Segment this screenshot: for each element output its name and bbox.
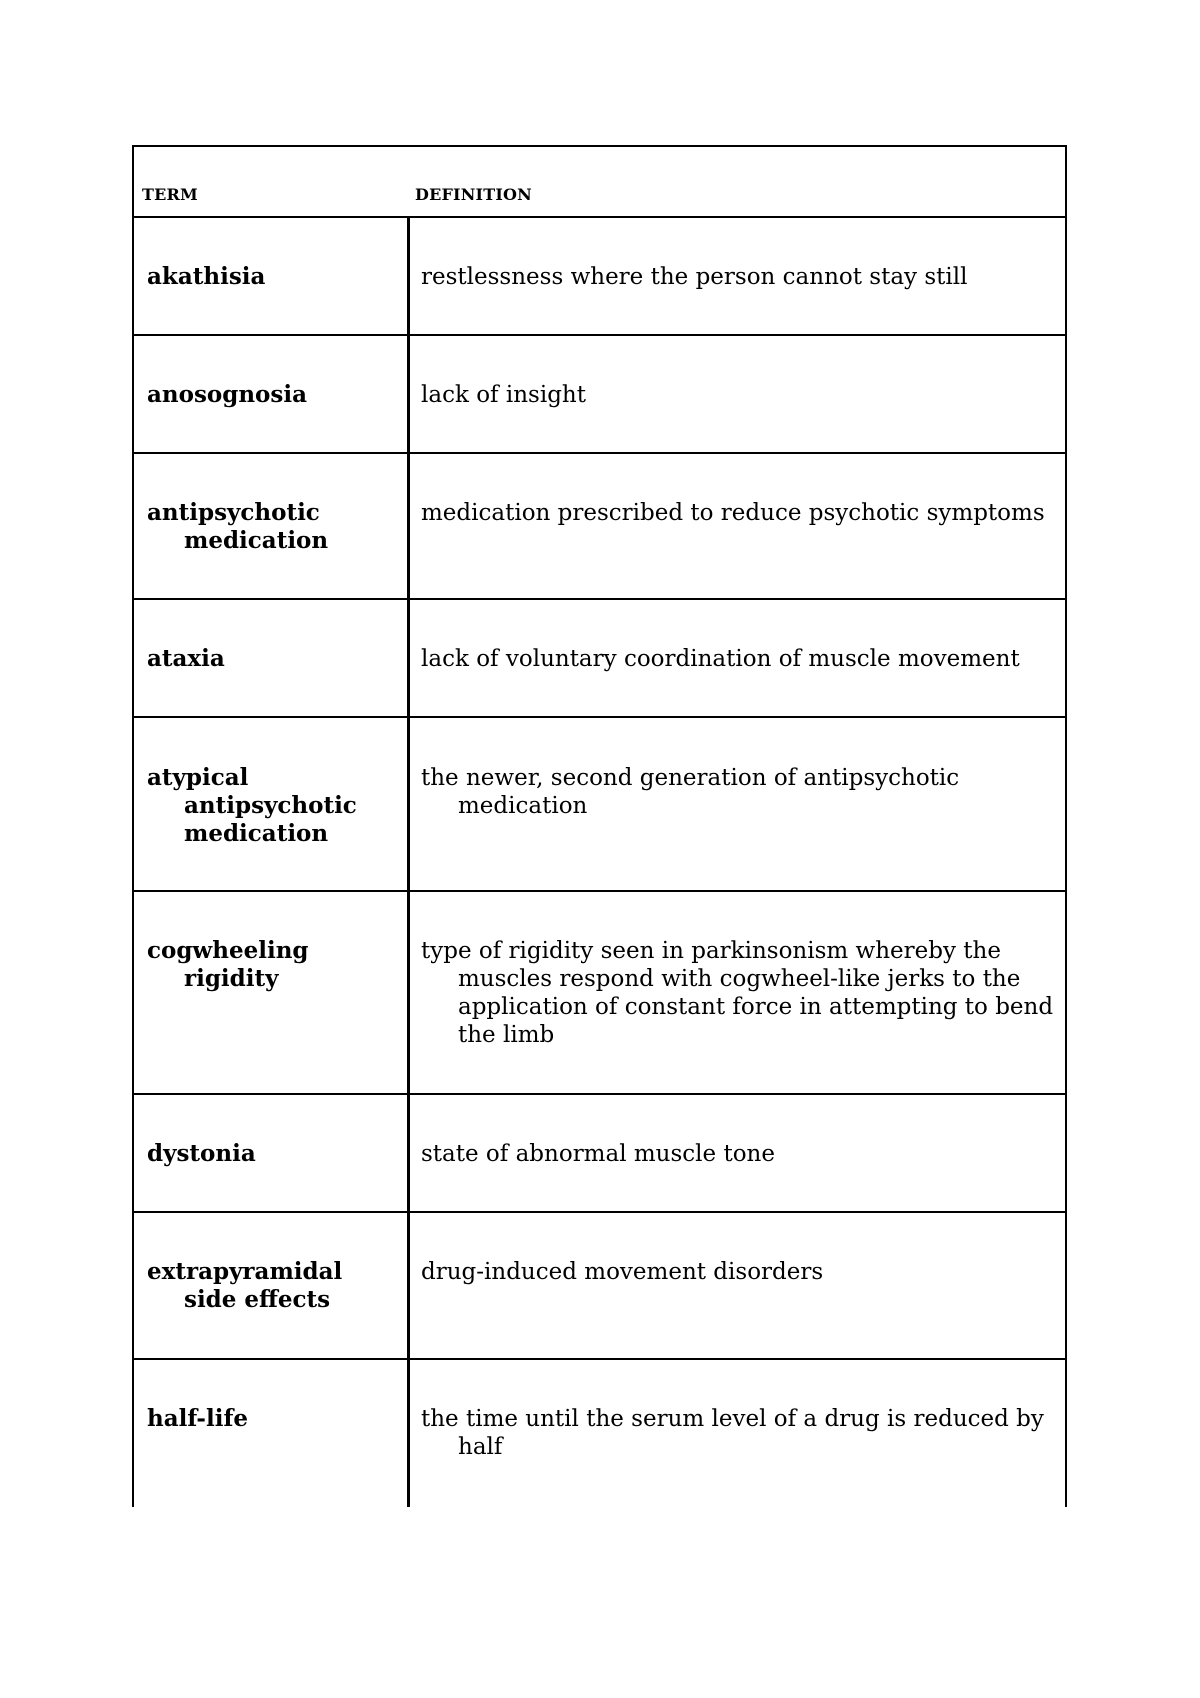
table-row (134, 1095, 1065, 1213)
definition-cell: lack of voluntary coordination of muscle movement (421, 646, 1020, 672)
table-row (134, 892, 1065, 1095)
definition-cell: the newer, second generation of antipsychotic medication (421, 765, 960, 819)
definition-column-header: DEFINITION (415, 185, 532, 204)
table-row (134, 454, 1065, 600)
definition-cell: drug-induced movement disorders (421, 1259, 824, 1285)
term-cell: half-life (147, 1405, 248, 1432)
definition-cell: medication prescribed to reduce psychotic symptoms (421, 500, 1045, 526)
term-cell: ataxia (147, 645, 225, 672)
term-cell: extrapyramidal side effects (147, 1258, 343, 1313)
table-row (134, 1360, 1065, 1507)
table-row (134, 336, 1065, 454)
table-row (134, 218, 1065, 336)
table-row (134, 1213, 1065, 1360)
term-cell: akathisia (147, 263, 266, 290)
definition-cell: type of rigidity seen in parkinsonism whereby the muscles respond with cogwheel-like jerks to the application of constant force in attempting to bend the limb (421, 938, 1054, 1048)
term-cell: antipsychotic medication (147, 499, 329, 554)
term-column-header: TERM (142, 185, 198, 204)
definition-cell: state of abnormal muscle tone (421, 1141, 775, 1167)
term-cell: atypical antipsychotic medication (147, 764, 357, 847)
definition-cell: the time until the serum level of a drug is reduced by half (421, 1406, 1044, 1460)
term-cell: cogwheeling rigidity (147, 937, 309, 992)
table-row (134, 718, 1065, 892)
table-header (134, 147, 1065, 218)
definition-cell: restlessness where the person cannot stay still (421, 264, 968, 290)
table-row (134, 600, 1065, 718)
term-cell: anosognosia (147, 381, 307, 408)
definition-cell: lack of insight (421, 382, 586, 408)
term-cell: dystonia (147, 1140, 256, 1167)
glossary-table (132, 145, 1067, 1507)
